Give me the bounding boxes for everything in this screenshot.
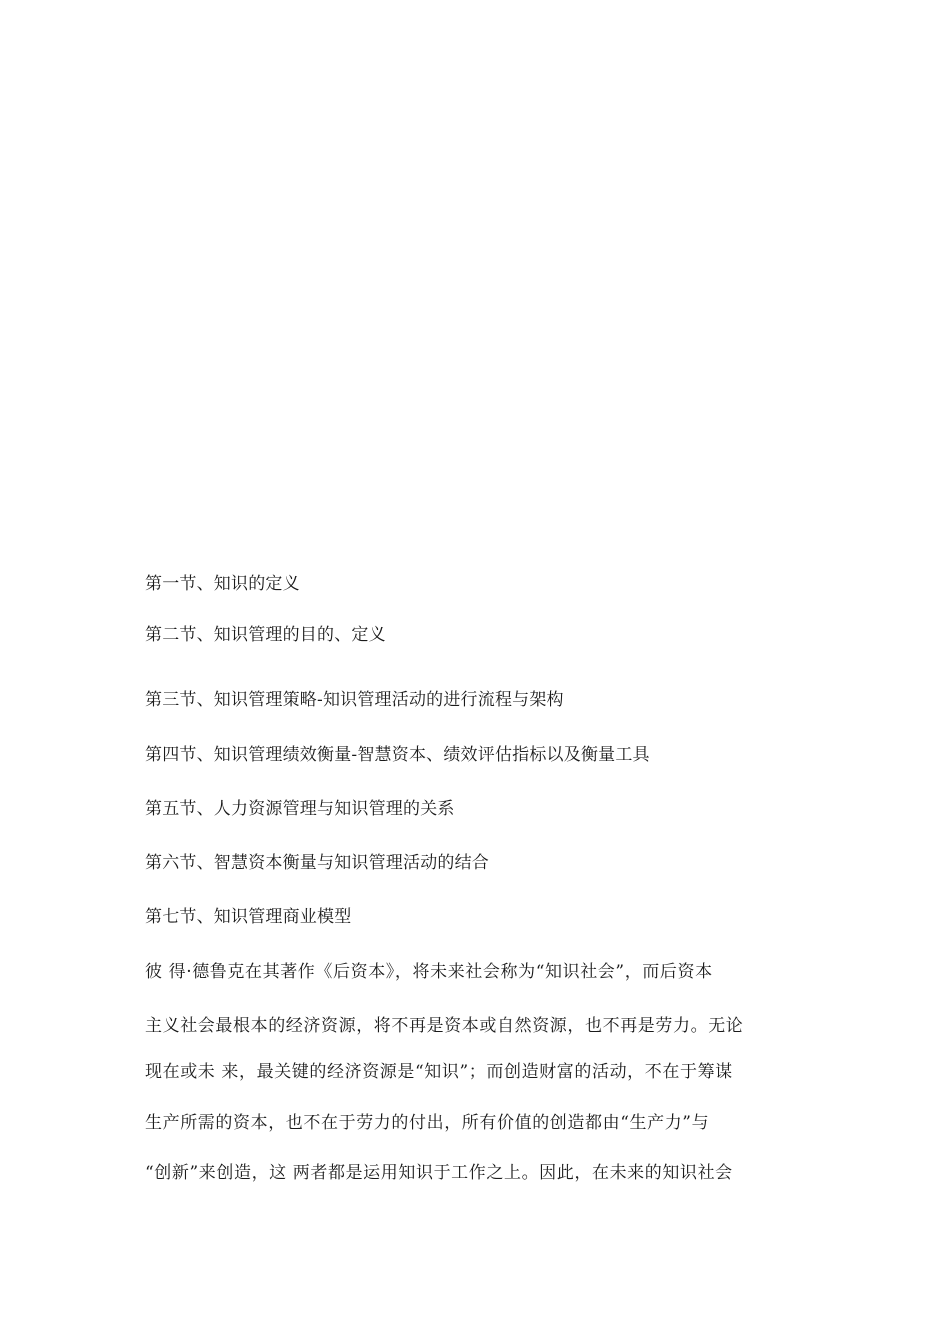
- section-heading-5: 第五节、人力资源管理与知识管理的关系: [145, 799, 455, 819]
- section-heading-4: 第四节、知识管理绩效衡量-智慧资本、绩效评估指标以及衡量工具: [145, 745, 650, 765]
- section-heading-6: 第六节、智慧资本衡量与知识管理活动的结合: [145, 853, 489, 873]
- section-heading-7: 第七节、知识管理商业模型: [145, 907, 352, 927]
- section-heading-1: 第一节、知识的定义: [145, 574, 300, 594]
- body-line-1: 彼 得·德鲁克在其著作《后资本》，将未来社会称为“知识社会”，而后资本: [145, 962, 713, 982]
- body-line-4: 生产所需的资本，也不在于劳力的付出，所有价值的创造都由“生产力”与: [145, 1113, 710, 1133]
- section-heading-3: 第三节、知识管理策略-知识管理活动的进行流程与架构: [145, 690, 564, 710]
- body-line-2: 主义社会最根本的经济资源，将不再是资本或自然资源，也不再是劳力。无论: [145, 1016, 744, 1036]
- body-line-3: 现在或未 来，最关键的经济资源是“知识”；而创造财富的活动，不在于筹谋: [145, 1062, 733, 1082]
- body-line-5: “创新”来创造，这 两者都是运用知识于工作之上。因此，在未来的知识社会: [145, 1163, 733, 1183]
- section-heading-2: 第二节、知识管理的目的、定义: [145, 625, 386, 645]
